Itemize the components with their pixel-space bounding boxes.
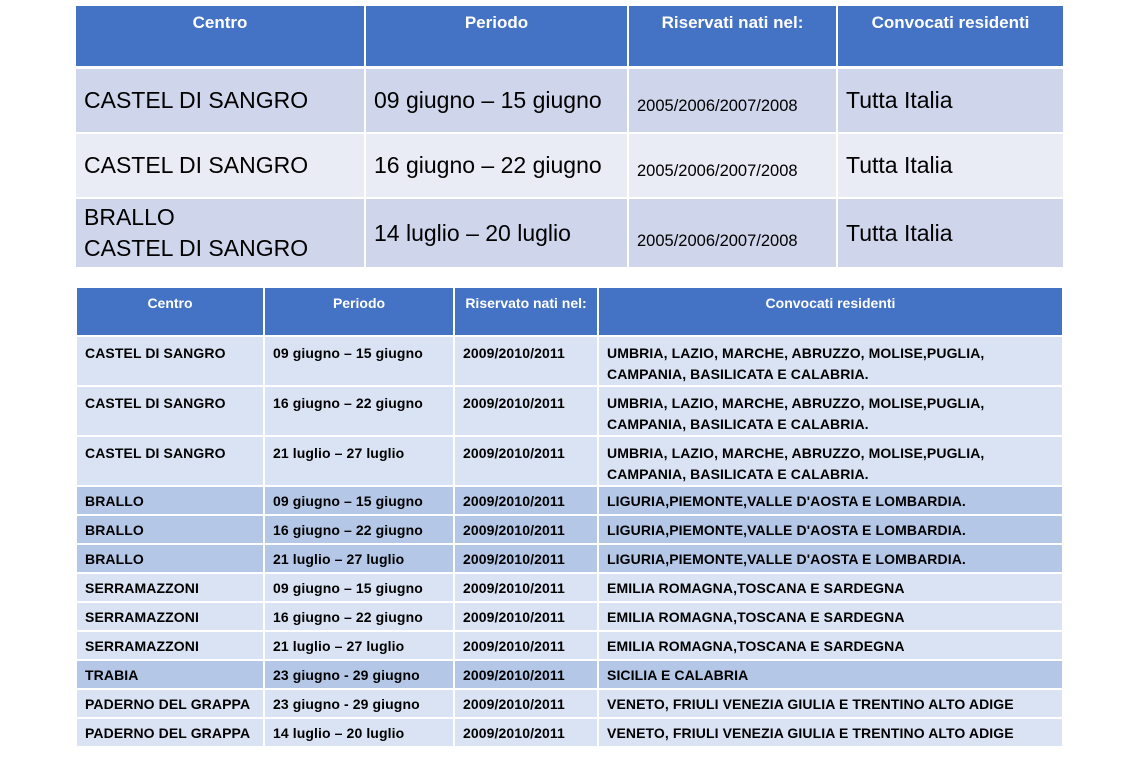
table-row — [77, 574, 1062, 603]
table-row — [77, 603, 1062, 632]
cell-anni: 2009/2010/2011 — [455, 632, 599, 661]
cell-periodo: 16 giugno – 22 giugno — [265, 603, 455, 632]
cell-centro: PADERNO DEL GRAPPA — [77, 690, 265, 719]
cell-periodo: 09 giugno – 15 giugno — [265, 574, 455, 603]
cell-periodo: 16 giugno – 22 giugno — [366, 134, 629, 199]
cell-centro — [76, 134, 366, 199]
cell-centro: CASTEL DI SANGRO — [77, 337, 265, 387]
cell-periodo: 09 giugno – 15 giugno — [265, 487, 455, 516]
cell-anni: 2009/2010/2011 — [455, 574, 599, 603]
table-row — [77, 690, 1062, 719]
residenti-line: EMILIA ROMAGNA,TOSCANA E SARDEGNA — [607, 638, 905, 654]
centro-line: CASTEL DI SANGRO — [84, 152, 309, 178]
cell-residenti — [599, 545, 1062, 574]
table-row — [77, 337, 1062, 387]
cell-centro: BRALLO — [77, 487, 265, 516]
cell-centro: CASTEL DI SANGRO — [77, 437, 265, 487]
header-convocati: Convocati residenti — [838, 6, 1063, 69]
residenti-line: EMILIA ROMAGNA,TOSCANA E SARDEGNA — [607, 580, 905, 596]
cell-centro: SERRAMAZZONI — [77, 632, 265, 661]
cell-centro: CASTEL DI SANGRO — [77, 387, 265, 437]
cell-centro: SERRAMAZZONI — [77, 574, 265, 603]
cell-anni: 2009/2010/2011 — [455, 603, 599, 632]
residenti-line: LIGURIA,PIEMONTE,VALLE D'AOSTA E LOMBARDIA. — [607, 522, 966, 538]
cell-residenti: Tutta Italia — [838, 199, 1063, 269]
cell-residenti — [599, 574, 1062, 603]
residenti-line: UMBRIA, LAZIO, MARCHE, ABRUZZO, MOLISE,PUGLIA, — [607, 445, 985, 461]
centro-line: CASTEL DI SANGRO — [84, 235, 309, 261]
residenti-line: VENETO, FRIULI VENEZIA GIULIA E TRENTINO ALTO ADIGE — [607, 725, 1014, 741]
header-convocati: Convocati residenti — [599, 288, 1062, 337]
table-row — [76, 69, 1063, 134]
table-row — [77, 387, 1062, 437]
cell-centro: BRALLO — [77, 516, 265, 545]
cell-anni: 2009/2010/2011 — [455, 437, 599, 487]
centro-line: CASTEL DI SANGRO — [84, 87, 309, 113]
residenti-line: EMILIA ROMAGNA,TOSCANA E SARDEGNA — [607, 609, 905, 625]
top-camps-table — [76, 6, 1063, 269]
header-centro: Centro — [77, 288, 265, 337]
cell-centro — [76, 199, 366, 269]
cell-periodo: 16 giugno – 22 giugno — [265, 387, 455, 437]
table-row — [76, 134, 1063, 199]
cell-periodo: 21 luglio – 27 luglio — [265, 632, 455, 661]
residenti-line: CAMPANIA, BASILICATA E CALABRIA. — [607, 366, 869, 382]
cell-residenti — [599, 719, 1062, 748]
table-row — [76, 199, 1063, 269]
cell-anni: 2005/2006/2007/2008 — [629, 69, 838, 134]
cell-centro: PADERNO DEL GRAPPA — [77, 719, 265, 748]
table-row — [77, 661, 1062, 690]
cell-residenti — [599, 387, 1062, 437]
cell-anni: 2009/2010/2011 — [455, 690, 599, 719]
bottom-table-body — [77, 337, 1062, 748]
residenti-line: UMBRIA, LAZIO, MARCHE, ABRUZZO, MOLISE,PUGLIA, — [607, 395, 985, 411]
cell-residenti — [599, 437, 1062, 487]
cell-periodo: 09 giugno – 15 giugno — [265, 337, 455, 387]
residenti-line: VENETO, FRIULI VENEZIA GIULIA E TRENTINO ALTO ADIGE — [607, 696, 1014, 712]
cell-anni: 2005/2006/2007/2008 — [629, 199, 838, 269]
header-riservati: Riservati nati nel: — [629, 6, 838, 69]
cell-residenti — [599, 603, 1062, 632]
cell-anni: 2009/2010/2011 — [455, 719, 599, 748]
residenti-line: LIGURIA,PIEMONTE,VALLE D'AOSTA E LOMBARDIA. — [607, 551, 966, 567]
cell-residenti — [599, 516, 1062, 545]
cell-residenti — [599, 487, 1062, 516]
cell-centro: BRALLO — [77, 545, 265, 574]
cell-centro: SERRAMAZZONI — [77, 603, 265, 632]
cell-residenti — [599, 690, 1062, 719]
header-centro: Centro — [76, 6, 366, 69]
cell-residenti: Tutta Italia — [838, 134, 1063, 199]
bottom-table-header-row — [77, 288, 1062, 337]
cell-residenti — [599, 632, 1062, 661]
cell-anni: 2005/2006/2007/2008 — [629, 134, 838, 199]
cell-centro: TRABIA — [77, 661, 265, 690]
header-periodo: Periodo — [366, 6, 629, 69]
cell-anni: 2009/2010/2011 — [455, 661, 599, 690]
residenti-line: LIGURIA,PIEMONTE,VALLE D'AOSTA E LOMBARDIA. — [607, 493, 966, 509]
cell-residenti — [599, 661, 1062, 690]
top-table-header-row — [76, 6, 1063, 69]
header-periodo: Periodo — [265, 288, 455, 337]
cell-residenti: Tutta Italia — [838, 69, 1063, 134]
cell-periodo: 14 luglio – 20 luglio — [366, 199, 629, 269]
table-row — [77, 487, 1062, 516]
cell-periodo: 14 luglio – 20 luglio — [265, 719, 455, 748]
cell-anni: 2009/2010/2011 — [455, 487, 599, 516]
cell-anni: 2009/2010/2011 — [455, 545, 599, 574]
header-riservato: Riservato nati nel: — [455, 288, 599, 337]
bottom-camps-table — [77, 288, 1062, 748]
cell-anni: 2009/2010/2011 — [455, 337, 599, 387]
cell-periodo: 09 giugno – 15 giugno — [366, 69, 629, 134]
table-row — [77, 632, 1062, 661]
cell-periodo: 23 giugno - 29 giugno — [265, 690, 455, 719]
cell-periodo: 21 luglio – 27 luglio — [265, 437, 455, 487]
table-row — [77, 719, 1062, 748]
residenti-line: UMBRIA, LAZIO, MARCHE, ABRUZZO, MOLISE,PUGLIA, — [607, 345, 985, 361]
residenti-line: SICILIA E CALABRIA — [607, 667, 749, 683]
cell-anni: 2009/2010/2011 — [455, 387, 599, 437]
cell-periodo: 21 luglio – 27 luglio — [265, 545, 455, 574]
centro-line: BRALLO — [84, 204, 175, 230]
cell-periodo: 23 giugno - 29 giugno — [265, 661, 455, 690]
cell-residenti — [599, 337, 1062, 387]
cell-anni: 2009/2010/2011 — [455, 516, 599, 545]
cell-periodo: 16 giugno – 22 giugno — [265, 516, 455, 545]
residenti-line: CAMPANIA, BASILICATA E CALABRIA. — [607, 466, 869, 482]
residenti-line: CAMPANIA, BASILICATA E CALABRIA. — [607, 416, 869, 432]
cell-centro — [76, 69, 366, 134]
table-row — [77, 545, 1062, 574]
table-row — [77, 437, 1062, 487]
table-row — [77, 516, 1062, 545]
